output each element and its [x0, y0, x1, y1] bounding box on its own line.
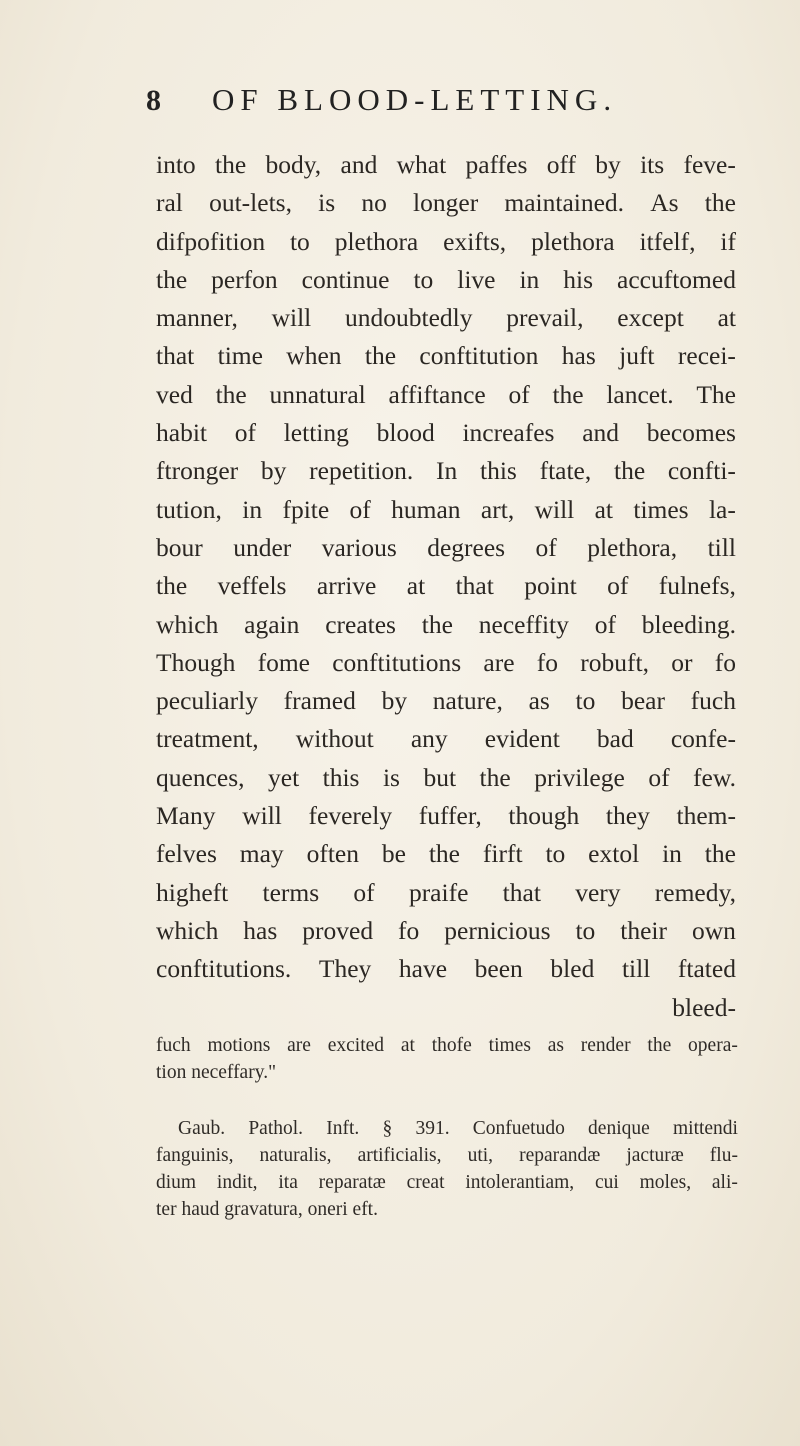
word: denique — [588, 1118, 650, 1139]
word: under — [233, 532, 292, 562]
word: nature, — [432, 686, 503, 716]
word: ftate, — [539, 456, 592, 486]
word: fuffer, — [418, 801, 482, 831]
footnote-line — [156, 1142, 738, 1169]
word: fo — [714, 647, 736, 677]
running-title: OF BLOOD-LETTING. — [212, 82, 618, 117]
word: increafes — [462, 418, 555, 448]
word: bear — [621, 686, 665, 716]
word: plethora — [531, 226, 615, 256]
word: manner, — [156, 303, 238, 333]
text-line — [156, 376, 736, 414]
word: to — [289, 226, 310, 256]
text-line — [156, 644, 736, 682]
word: the — [704, 839, 736, 869]
word: bleeding. — [641, 609, 736, 639]
word: at — [400, 1035, 415, 1056]
footnote-continuation — [156, 1032, 738, 1086]
word: what — [396, 150, 447, 179]
word: in — [519, 264, 540, 294]
page-number: 8 — [146, 84, 161, 117]
word: is — [382, 762, 400, 792]
word: without — [295, 724, 374, 754]
word: to — [545, 839, 566, 869]
footnote-line — [156, 1196, 738, 1223]
word: recei- — [677, 341, 736, 371]
word: the — [479, 762, 511, 792]
text-line — [156, 720, 736, 758]
word: reparandæ — [519, 1145, 601, 1166]
word: veffels — [217, 571, 287, 601]
word: 391. — [415, 1118, 450, 1139]
word: to — [413, 264, 434, 294]
text-line — [156, 414, 736, 452]
word: fpite — [282, 494, 330, 524]
word: confti- — [667, 456, 736, 486]
word: have — [398, 954, 448, 984]
word: conftitutions — [332, 647, 462, 677]
word: creat — [406, 1172, 445, 1193]
word: human — [391, 494, 461, 524]
word: motions — [207, 1035, 271, 1056]
footnote-line-text: tion neceffary." — [156, 1062, 277, 1083]
word: off — [546, 150, 576, 179]
word: fome — [257, 647, 310, 677]
word: praife — [408, 877, 469, 907]
word: flu- — [709, 1145, 738, 1166]
word: ali- — [711, 1172, 738, 1193]
word: ved — [156, 379, 193, 409]
word: ral — [156, 188, 183, 218]
word: their — [620, 915, 668, 945]
text-line — [156, 452, 736, 490]
word: that — [502, 877, 541, 907]
word: plethora, — [587, 532, 678, 562]
word: thofe — [431, 1035, 472, 1056]
word: tution, — [156, 494, 222, 524]
word: difpofition — [156, 226, 266, 256]
footnote-line — [156, 1032, 738, 1059]
word: them- — [676, 801, 736, 831]
word: the — [215, 379, 247, 409]
word: excited — [327, 1035, 385, 1056]
word: degrees — [427, 532, 506, 562]
word: habit — [156, 418, 207, 448]
word: are — [287, 1035, 311, 1056]
word: will — [242, 801, 282, 831]
word: which — [156, 609, 219, 639]
word: exifts, — [443, 226, 507, 256]
word: its — [640, 150, 665, 179]
word: except — [617, 303, 684, 333]
word: higheft — [156, 877, 229, 907]
word: ita — [278, 1172, 298, 1193]
word: the — [214, 150, 247, 179]
word: when — [286, 341, 342, 371]
word: at — [406, 571, 426, 601]
word: of — [648, 762, 670, 792]
word: has — [243, 915, 278, 945]
text-line — [156, 682, 736, 720]
word: feverely — [308, 801, 393, 831]
word: lancet. — [606, 379, 674, 409]
word: till — [621, 954, 651, 984]
word: extol — [588, 839, 640, 869]
word: times — [488, 1035, 531, 1056]
text-line — [156, 835, 736, 873]
word: intolerantiam, — [465, 1172, 575, 1193]
word: out-lets, — [209, 188, 292, 218]
word: may — [239, 839, 284, 869]
word: and — [340, 150, 378, 179]
word: the — [364, 341, 397, 371]
text-line — [156, 797, 736, 835]
word: various — [321, 532, 397, 562]
word: framed — [283, 686, 356, 716]
word: neceffity — [478, 609, 569, 639]
word: again — [244, 609, 300, 639]
word: confe- — [670, 724, 736, 754]
word: ftronger — [156, 456, 239, 486]
word: reparatæ — [318, 1172, 386, 1193]
word: of — [535, 532, 557, 562]
word: juft — [619, 341, 655, 371]
text-line — [156, 567, 736, 605]
footnote-line-text: ter haud gravatura, oneri eft. — [156, 1199, 378, 1220]
word: art, — [480, 494, 515, 524]
word: of — [607, 571, 629, 601]
footnote-line — [156, 1169, 738, 1196]
word: often — [306, 839, 359, 869]
word: fanguinis, — [156, 1145, 234, 1166]
word: the — [614, 456, 646, 486]
word: has — [561, 341, 596, 371]
word: of — [353, 877, 375, 907]
word: as — [547, 1035, 564, 1056]
word: the — [421, 609, 453, 639]
word: point — [524, 571, 577, 601]
word: letting — [283, 418, 349, 448]
text-line — [156, 146, 736, 184]
word: live — [457, 264, 496, 294]
word: itfelf, — [639, 226, 696, 256]
word: the — [156, 264, 188, 294]
word: if — [720, 226, 736, 256]
word: paffes — [465, 150, 528, 179]
word: of — [508, 379, 530, 409]
word: in — [242, 494, 263, 524]
word: Confuetudo — [472, 1118, 565, 1139]
word: to — [575, 686, 596, 716]
word: the — [428, 839, 460, 869]
word: pernicious — [444, 915, 551, 945]
text-line — [156, 261, 736, 299]
word: dium — [156, 1172, 197, 1193]
word: Inft. — [326, 1118, 360, 1139]
word: to — [575, 915, 596, 945]
text-line — [156, 299, 736, 337]
word: repetition. — [309, 456, 414, 486]
word: Many — [156, 801, 216, 831]
word: opera- — [688, 1035, 738, 1056]
word: perfon — [211, 264, 278, 294]
word: la- — [708, 494, 736, 524]
word: his — [563, 264, 594, 294]
catchword: bleed- — [672, 992, 736, 1022]
word: which — [156, 915, 219, 945]
word: the — [647, 1035, 672, 1056]
word: bled — [550, 954, 595, 984]
word: naturalis, — [259, 1145, 332, 1166]
word: into — [156, 150, 196, 179]
word: robuft, — [580, 647, 649, 677]
word: felves — [156, 839, 217, 869]
word: at — [717, 303, 736, 333]
footnote-citation — [156, 1115, 738, 1223]
word: any — [410, 724, 448, 754]
word: The — [696, 379, 736, 409]
word: indit, — [216, 1172, 258, 1193]
word: maintained. — [504, 188, 625, 218]
word: privilege — [534, 762, 625, 792]
word: or — [671, 647, 693, 677]
word: bour — [156, 532, 203, 562]
word: this — [479, 456, 517, 486]
word: few. — [693, 762, 736, 792]
catchword-line — [156, 989, 736, 1027]
word: they — [605, 801, 650, 831]
footnote-line — [156, 1115, 738, 1142]
word: in — [662, 839, 682, 869]
word: till — [707, 532, 736, 562]
word: feve- — [683, 150, 736, 179]
word: treatment, — [156, 724, 259, 754]
word: by — [260, 456, 287, 486]
word: undoubtedly — [345, 303, 473, 333]
word: longer — [413, 188, 479, 218]
word: blood — [376, 418, 435, 448]
word: jacturæ — [626, 1145, 684, 1166]
word: fo — [398, 915, 420, 945]
word: time — [217, 341, 263, 371]
word: They — [318, 954, 372, 984]
word: proved — [302, 915, 374, 945]
word: at — [594, 494, 613, 524]
word: prevail, — [506, 303, 584, 333]
word: moles, — [639, 1172, 692, 1193]
word: Though — [156, 647, 236, 677]
text-line — [156, 759, 736, 797]
word: creates — [325, 609, 396, 639]
main-text — [156, 146, 736, 1027]
word: fuch — [690, 686, 736, 716]
word: be — [381, 839, 406, 869]
word: yet — [268, 762, 300, 792]
word: but — [423, 762, 457, 792]
word: firft — [482, 839, 523, 869]
word: and — [582, 418, 620, 448]
word: becomes — [646, 418, 736, 448]
word: by — [381, 686, 408, 716]
word: fo — [536, 647, 559, 677]
word: will — [534, 494, 575, 524]
word: evident — [484, 724, 560, 754]
word: though — [508, 801, 580, 831]
text-line — [156, 950, 736, 988]
text-line — [156, 912, 736, 950]
word: quences, — [156, 762, 245, 792]
word: accuftomed — [617, 264, 736, 294]
word: Pathol. — [248, 1118, 304, 1139]
word: will — [271, 303, 312, 333]
word: plethora — [334, 226, 419, 256]
word: conftitutions. — [156, 954, 292, 984]
word: of — [234, 418, 256, 448]
word: own — [691, 915, 736, 945]
word: by — [595, 150, 621, 179]
word: of — [594, 609, 616, 639]
word: unnatural — [269, 379, 366, 409]
word: times — [633, 494, 689, 524]
word: render — [580, 1035, 631, 1056]
word: fuch — [156, 1035, 191, 1056]
text-line — [156, 491, 736, 529]
running-head — [146, 82, 740, 118]
word: the — [552, 379, 584, 409]
text-line — [156, 337, 736, 375]
word: very — [575, 877, 621, 907]
word: artificialis, — [357, 1145, 442, 1166]
word: terms — [262, 877, 320, 907]
footnote-line — [156, 1059, 738, 1086]
text-line — [156, 223, 736, 261]
word: uti, — [467, 1145, 494, 1166]
word: that — [156, 341, 195, 371]
word: as — [528, 686, 550, 716]
word: ftated — [677, 954, 736, 984]
word: In — [435, 456, 458, 486]
word: are — [483, 647, 515, 677]
word: no — [361, 188, 387, 218]
word: the — [704, 188, 736, 218]
word: continue — [301, 264, 390, 294]
word: that — [455, 571, 494, 601]
word: of — [349, 494, 371, 524]
word: arrive — [316, 571, 377, 601]
word: cui — [594, 1172, 619, 1193]
word: peculiarly — [156, 686, 258, 716]
word: fulnefs, — [658, 571, 736, 601]
word: mittendi — [672, 1118, 738, 1139]
word: bad — [596, 724, 634, 754]
text-line — [156, 606, 736, 644]
word: been — [474, 954, 523, 984]
word: is — [318, 188, 336, 218]
word: § — [382, 1118, 393, 1139]
text-line — [156, 529, 736, 567]
word: affiftance — [388, 379, 486, 409]
word: body, — [265, 150, 322, 179]
word: this — [322, 762, 360, 792]
text-line — [156, 184, 736, 222]
word: As — [650, 188, 679, 218]
word: remedy, — [654, 877, 736, 907]
word: the — [156, 571, 188, 601]
word: conftitution — [419, 341, 539, 371]
text-line — [156, 874, 736, 912]
word: Gaub. — [178, 1118, 226, 1139]
